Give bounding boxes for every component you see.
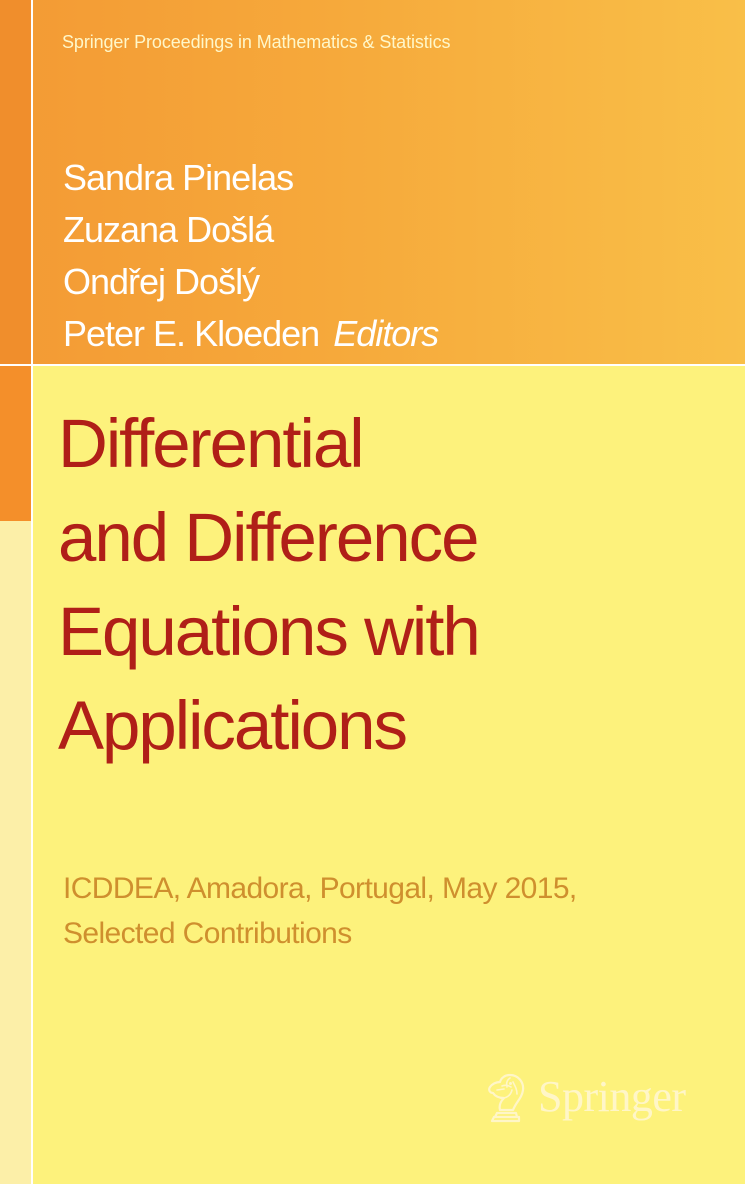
subtitle-line: ICDDEA, Amadora, Portugal, May 2015, bbox=[63, 872, 577, 905]
springer-chess-knight-icon bbox=[482, 1072, 529, 1123]
book-title-line: Applications bbox=[58, 687, 407, 764]
editor-role: Editors bbox=[333, 313, 439, 354]
horizontal-white-divider bbox=[0, 364, 745, 366]
series-title: Springer Proceedings in Mathematics & Statistics bbox=[62, 32, 451, 52]
publisher-name: Springer bbox=[538, 1072, 686, 1121]
editor-name: Zuzana Došlá bbox=[63, 209, 274, 250]
left-middle-orange-strip bbox=[0, 364, 31, 521]
subtitle-line: Selected Contributions bbox=[63, 917, 352, 950]
editor-name: Peter E. Kloeden bbox=[63, 313, 320, 354]
book-title-line: Equations with bbox=[58, 593, 479, 670]
editor-name-with-role bbox=[63, 308, 703, 360]
editor-list bbox=[63, 152, 703, 360]
left-pale-strip bbox=[0, 521, 31, 1184]
left-orange-strip bbox=[0, 0, 31, 364]
publisher-logo bbox=[482, 1068, 702, 1126]
editor-name: Sandra Pinelas bbox=[63, 157, 294, 198]
book-title-line: Differential bbox=[58, 405, 363, 482]
editor-name: Ondřej Došlý bbox=[63, 261, 260, 302]
book-title-line: and Difference bbox=[58, 499, 478, 576]
vertical-white-divider bbox=[31, 0, 33, 1184]
book-subtitle bbox=[63, 866, 733, 956]
book-title bbox=[58, 397, 738, 773]
